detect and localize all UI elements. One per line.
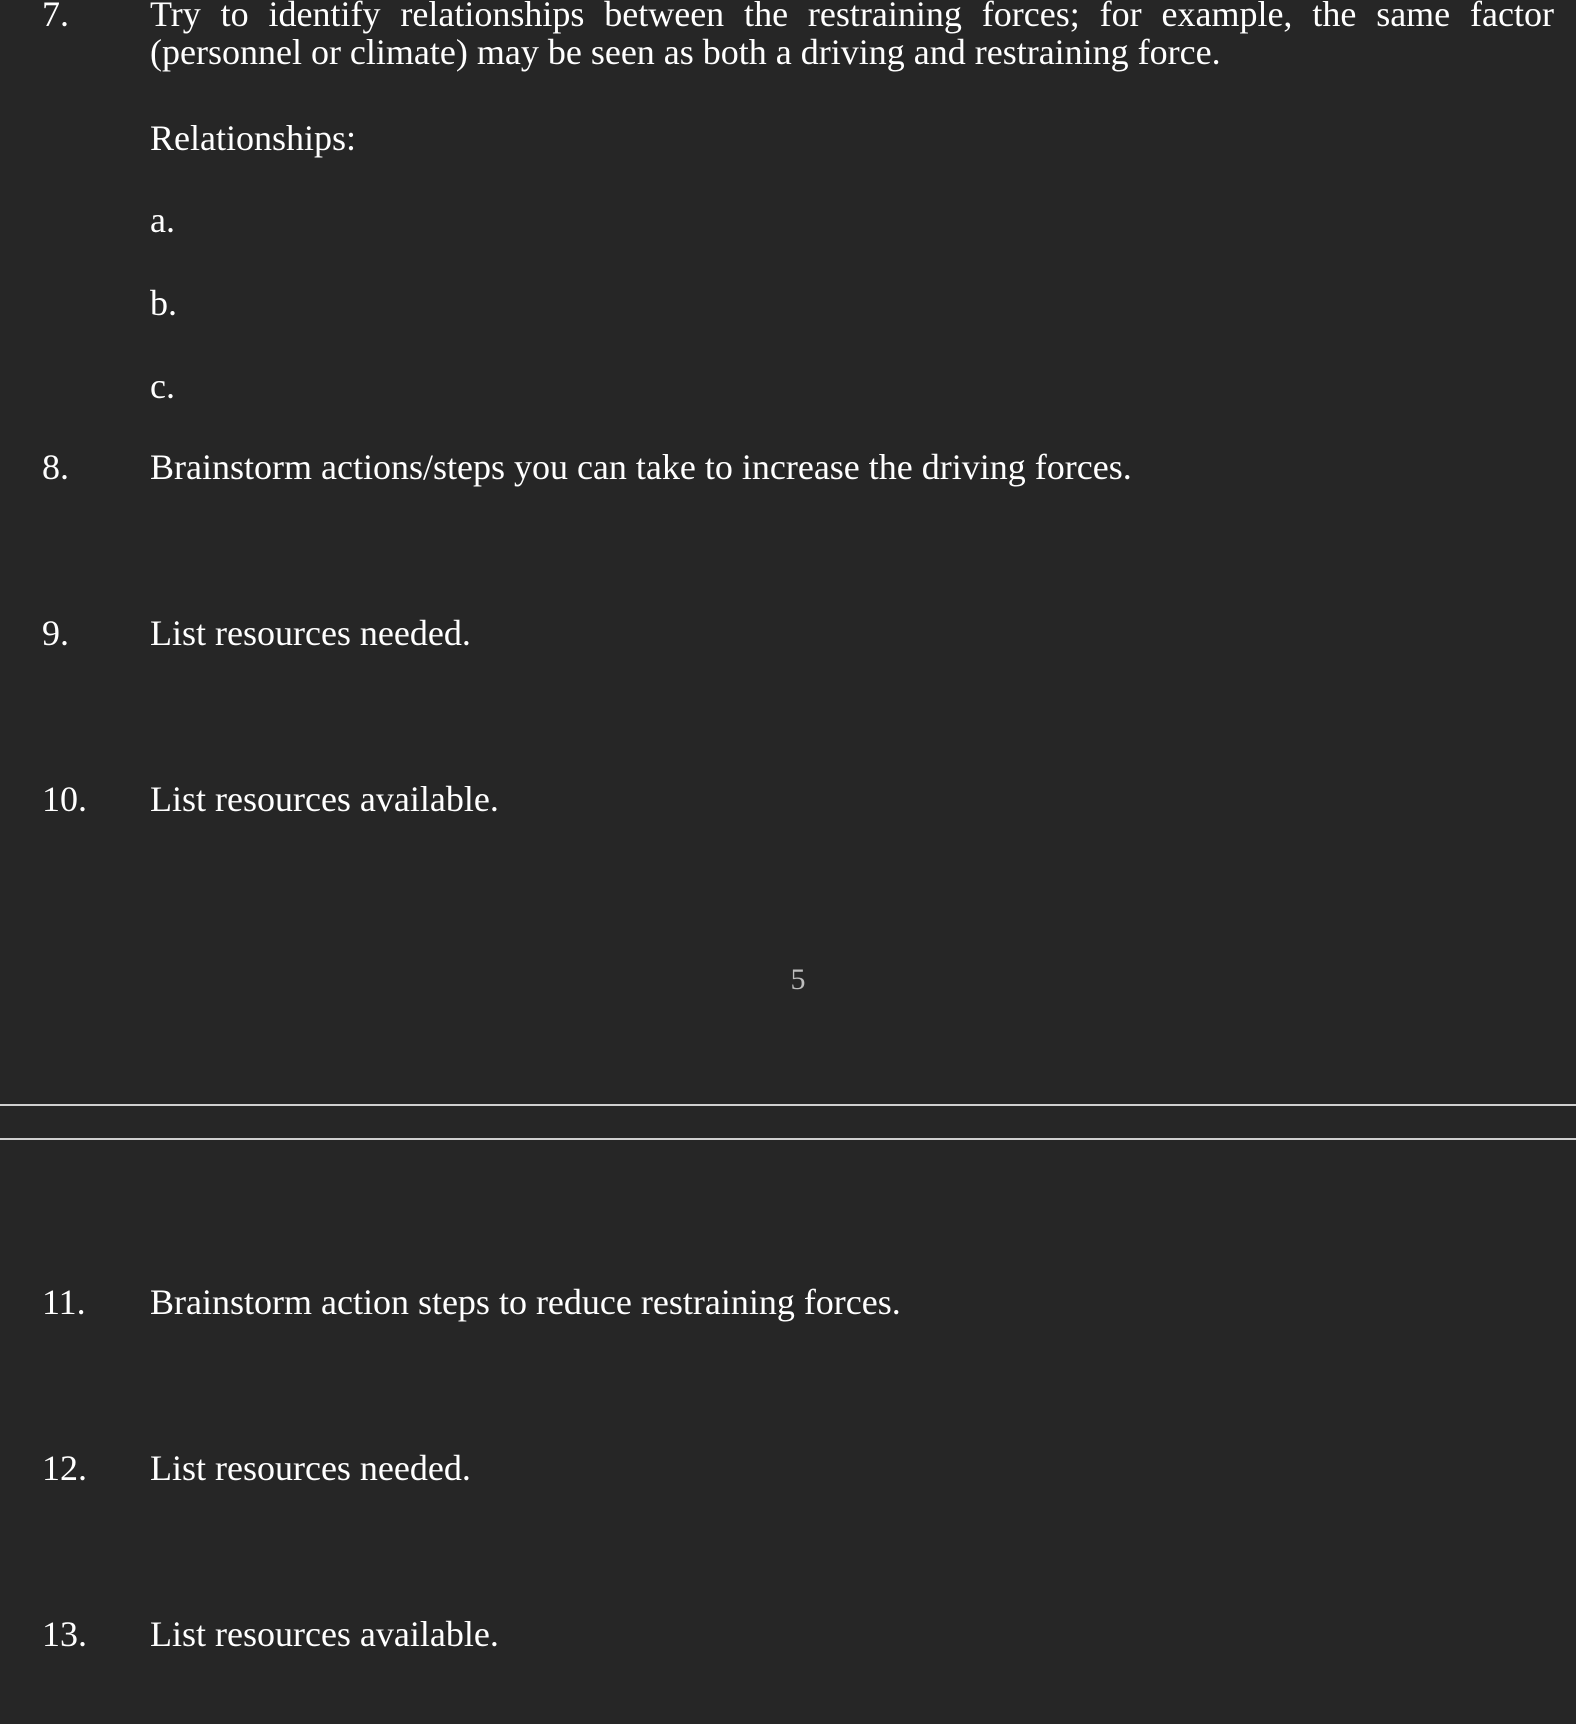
relationship-item-a: a. [150,200,175,240]
item-11-text: Brainstorm action steps to reduce restraining forces. [150,1282,901,1322]
item-12-number: 12. [42,1448,87,1488]
item-8-text: Brainstorm actions/steps you can take to increase the driving forces. [150,447,1132,487]
relationship-item-b: b. [150,283,177,323]
item-10-text: List resources available. [150,779,499,819]
item-11-number: 11. [42,1282,86,1322]
page-separator-bottom [0,1138,1576,1140]
relationships-label: Relationships: [150,118,356,158]
item-7-text-line-1: Try to identify relationships between the restraining forces; for example, the same factor [150,0,1554,34]
item-9-number: 9. [42,613,69,653]
item-10-number: 10. [42,779,87,819]
page-number: 5 [790,963,806,996]
item-7-text-line-2: (personnel or climate) may be seen as both a driving and restraining force. [150,32,1221,72]
item-9-text: List resources needed. [150,613,471,653]
item-8-number: 8. [42,447,69,487]
item-7-number: 7. [42,0,69,34]
item-13-text: List resources available. [150,1614,499,1654]
page-separator-top [0,1104,1576,1106]
item-12-text: List resources needed. [150,1448,471,1488]
item-13-number: 13. [42,1614,87,1654]
relationship-item-c: c. [150,366,175,406]
